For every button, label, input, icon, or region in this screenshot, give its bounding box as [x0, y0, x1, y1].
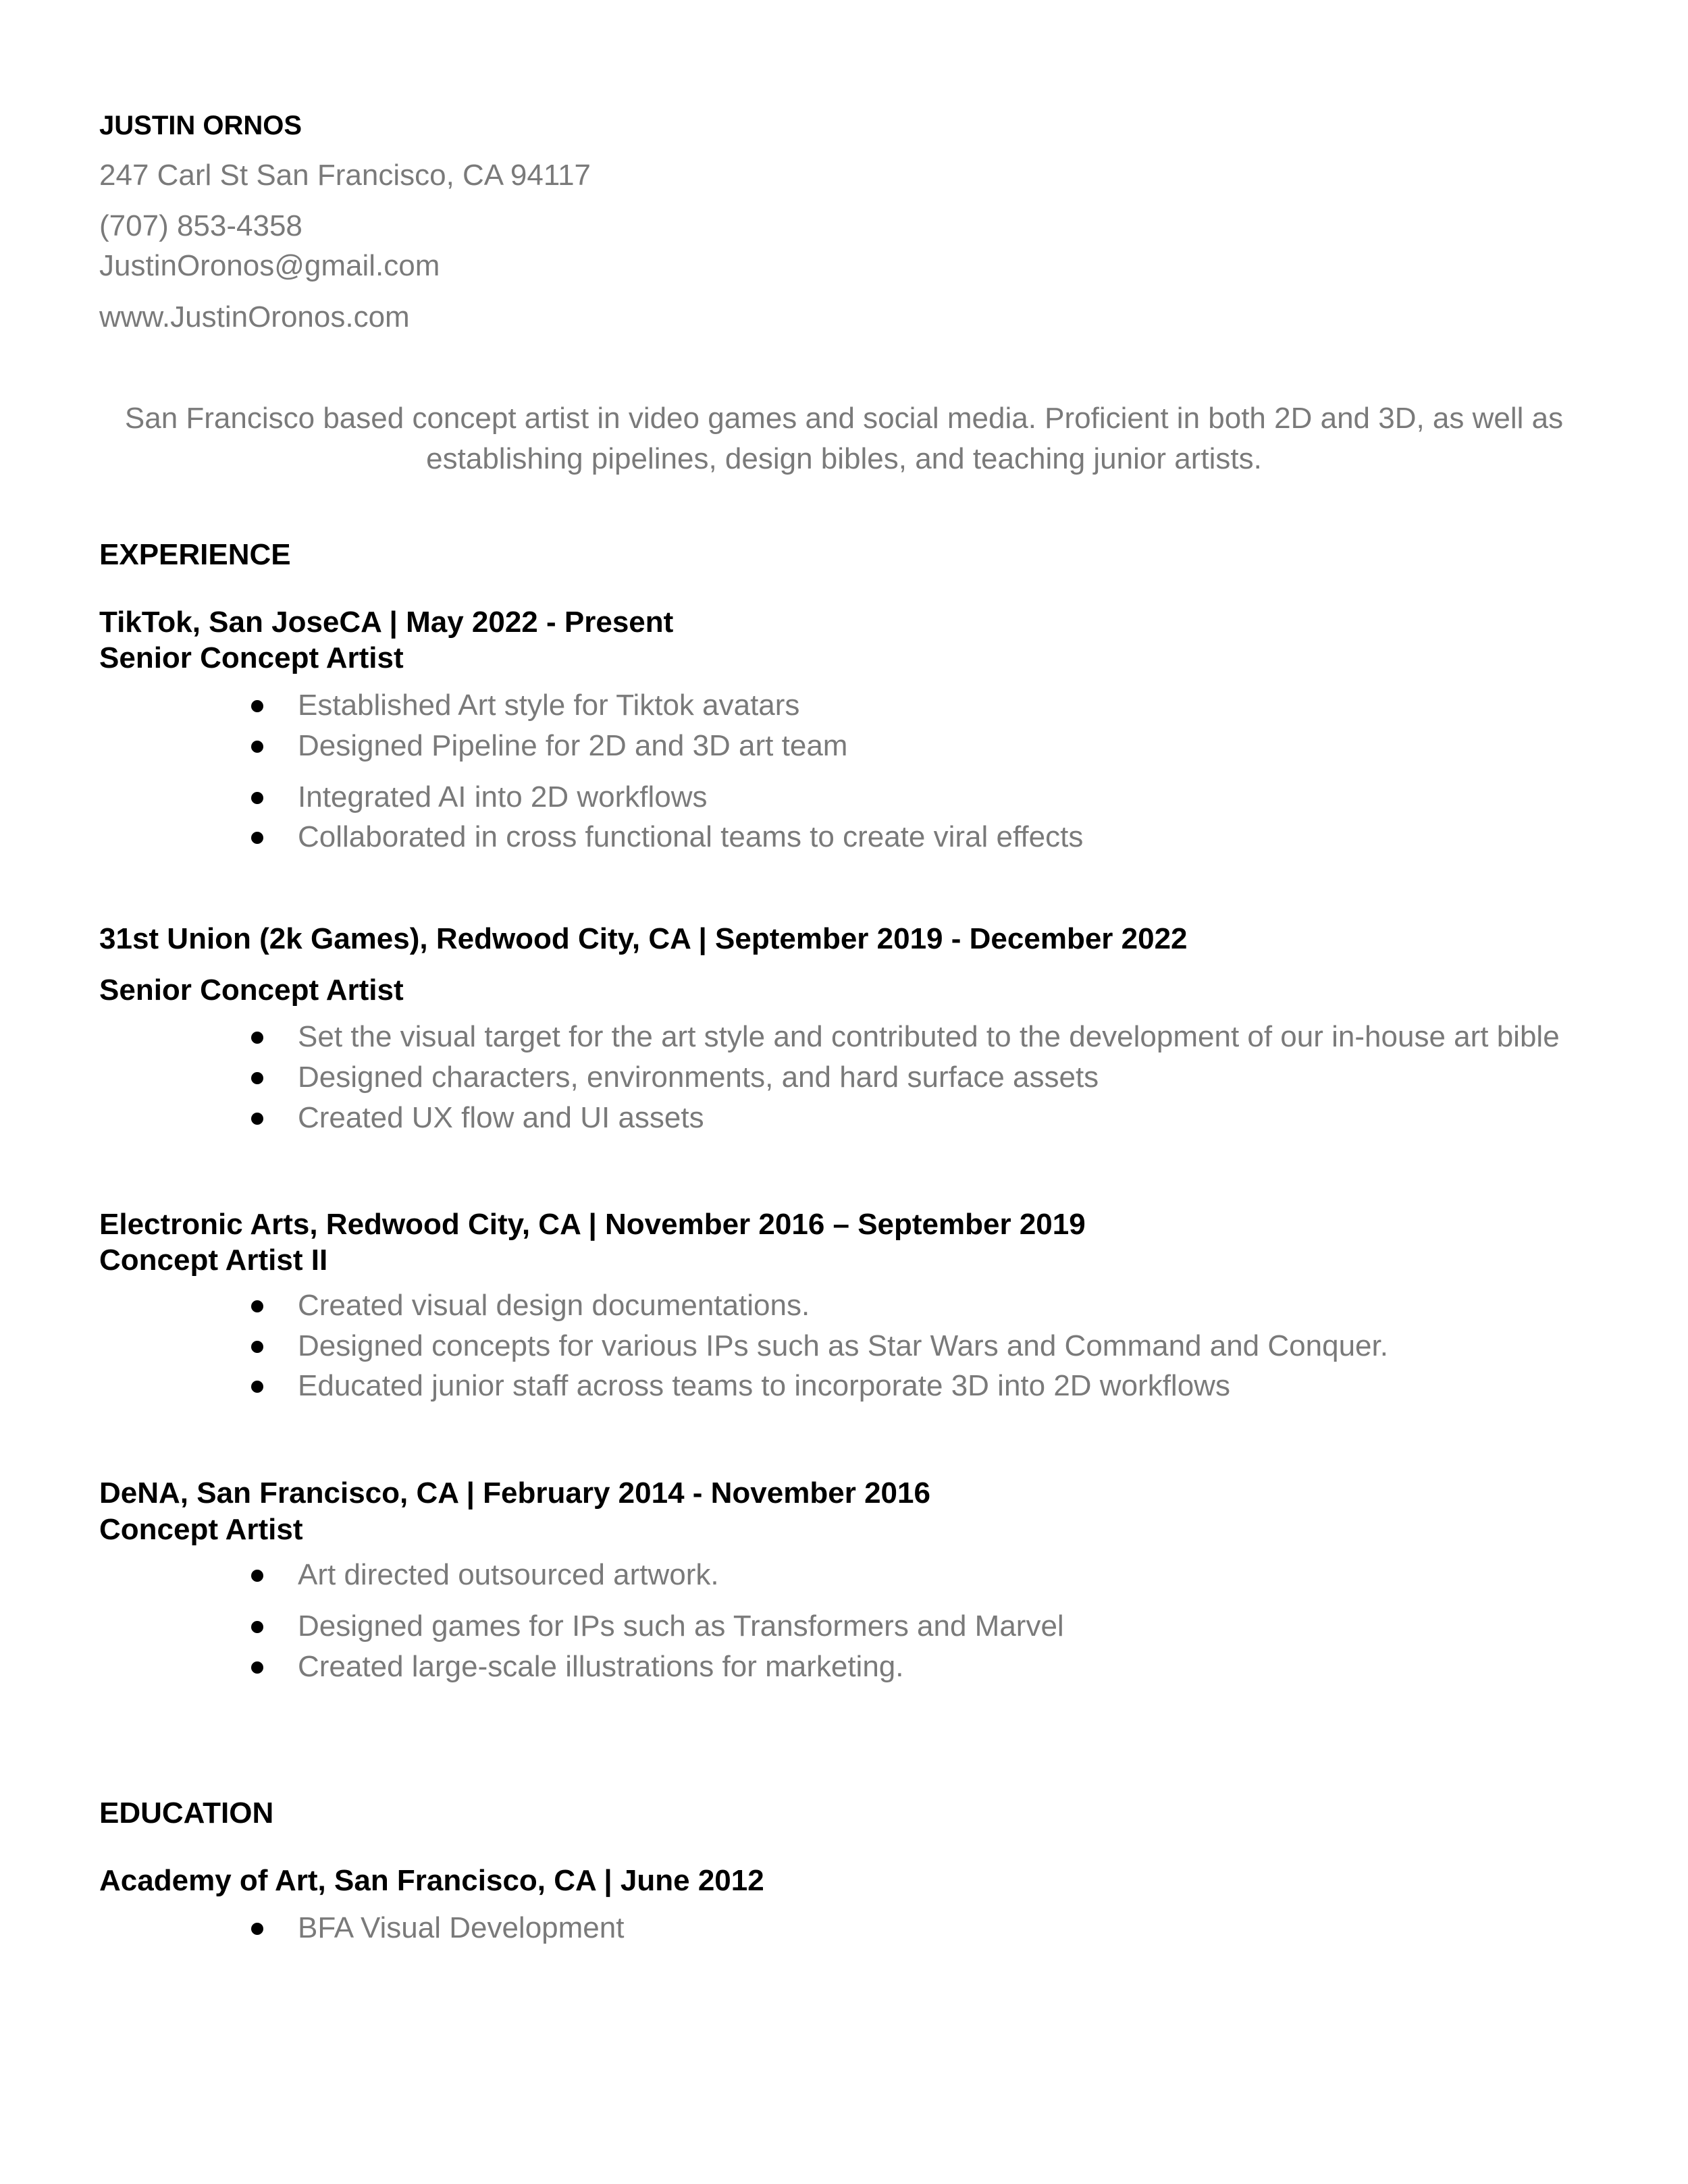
- job-bullet: Integrated AI into 2D workflows: [298, 780, 708, 814]
- job-bullet: Created UX flow and UI assets: [298, 1101, 704, 1134]
- education-bullet: BFA Visual Development: [298, 1911, 625, 1944]
- bullet-dot-icon: [251, 1032, 263, 1044]
- bullet-dot-icon: [251, 1570, 263, 1582]
- education-school: Academy of Art, San Francisco, CA | June 2012: [99, 1864, 764, 1897]
- job-bullet: Created visual design documentations.: [298, 1289, 810, 1322]
- job-heading-electronic-arts: Electronic Arts, Redwood City, CA | November 2016 – September 2019: [99, 1208, 1086, 1241]
- job-bullet: Educated junior staff across teams to incorporate 3D into 2D workflows: [298, 1369, 1230, 1402]
- job-bullet: Established Art style for Tiktok avatars: [298, 689, 800, 722]
- job-bullet: Designed games for IPs such as Transformers and Marvel: [298, 1609, 1064, 1643]
- bullet-dot-icon: [251, 1923, 263, 1935]
- bullet-dot-icon: [251, 1381, 263, 1393]
- job-bullet: Set the visual target for the art style and contributed to the development of our in-house art bible: [298, 1020, 1560, 1053]
- experience-heading: EXPERIENCE: [99, 538, 291, 571]
- bullet-dot-icon: [251, 1621, 263, 1633]
- bullet-dot-icon: [251, 1113, 263, 1125]
- job-heading-31st-union: 31st Union (2k Games), Redwood City, CA | September 2019 - December 2022: [99, 922, 1188, 955]
- job-bullet: Designed characters, environments, and hard surface assets: [298, 1061, 1099, 1094]
- job-bullet: Created large-scale illustrations for marketing.: [298, 1650, 904, 1683]
- job-role-tiktok: Senior Concept Artist: [99, 641, 404, 674]
- bullet-dot-icon: [251, 700, 263, 712]
- job-bullet: Designed concepts for various IPs such as Star Wars and Command and Conquer.: [298, 1329, 1388, 1362]
- job-bullet: Designed Pipeline for 2D and 3D art team: [298, 729, 848, 762]
- job-bullet: Art directed outsourced artwork.: [298, 1558, 719, 1591]
- contact-phone: (707) 853-4358: [99, 209, 302, 242]
- job-role-dena: Concept Artist: [99, 1513, 303, 1546]
- bullet-dot-icon: [251, 1300, 263, 1312]
- resume-name: JUSTIN ORNOS: [99, 111, 302, 140]
- job-role-electronic-arts: Concept Artist II: [99, 1244, 328, 1277]
- bullet-dot-icon: [251, 741, 263, 753]
- contact-address: 247 Carl St San Francisco, CA 94117: [99, 159, 591, 192]
- bullet-dot-icon: [251, 1661, 263, 1674]
- job-heading-tiktok: TikTok, San JoseCA | May 2022 - Present: [99, 606, 674, 639]
- job-bullet: Collaborated in cross functional teams to create viral effects: [298, 820, 1084, 853]
- bullet-dot-icon: [251, 1072, 263, 1084]
- contact-website[interactable]: www.JustinOronos.com: [99, 300, 410, 334]
- bullet-dot-icon: [251, 1341, 263, 1353]
- bullet-dot-icon: [251, 832, 263, 844]
- summary-line-2: establishing pipelines, design bibles, and teaching junior artists.: [426, 442, 1262, 475]
- contact-email[interactable]: JustinOronos@gmail.com: [99, 249, 440, 282]
- summary-line-1: San Francisco based concept artist in video games and social media. Proficient in both 2D and 3D, as well as: [124, 402, 1564, 435]
- job-role-31st-union: Senior Concept Artist: [99, 974, 404, 1007]
- bullet-dot-icon: [251, 792, 263, 804]
- education-heading: EDUCATION: [99, 1796, 274, 1830]
- job-heading-dena: DeNA, San Francisco, CA | February 2014 - November 2016: [99, 1476, 930, 1510]
